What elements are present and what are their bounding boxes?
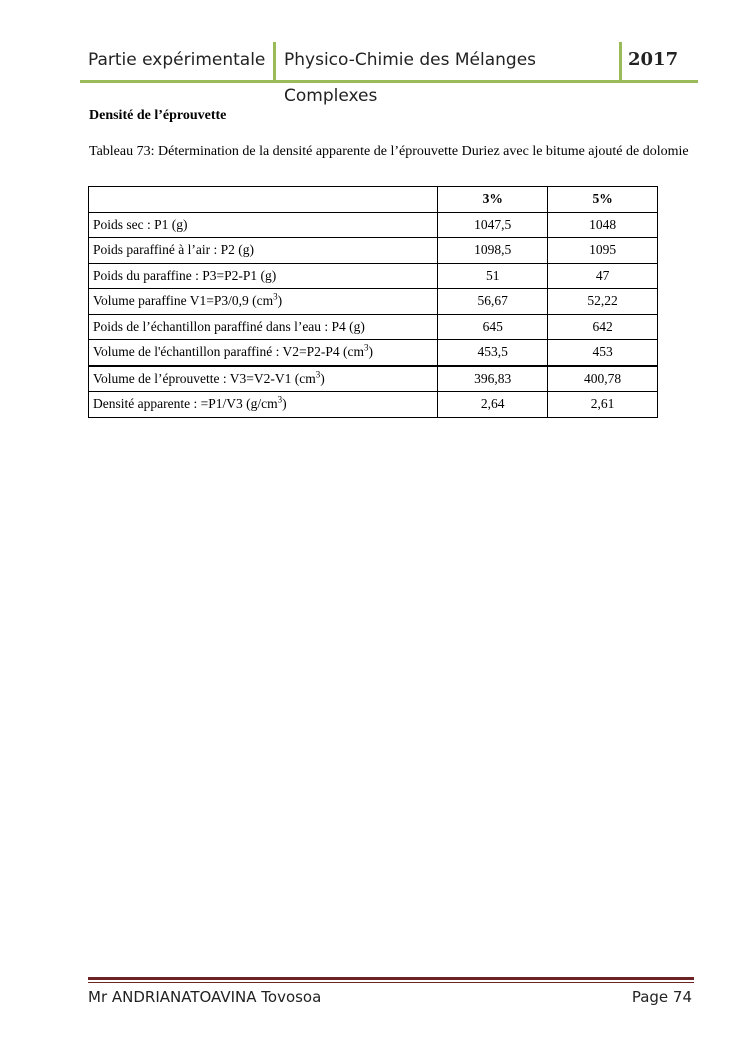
header-subject: Physico-Chimie des Mélanges Complexes xyxy=(273,42,627,80)
value-3pct: 56,67 xyxy=(438,289,548,315)
row-label: Volume de l’éprouvette : V3=V2-V1 $(cm^3)$ xyxy=(89,366,438,392)
value-5pct: 453 xyxy=(548,340,658,366)
value-3pct: 1047,5 xyxy=(438,212,548,238)
row-label: Poids paraffiné à l’air : P2 (g) xyxy=(89,238,438,264)
value-3pct: 453,5 xyxy=(438,340,548,366)
table-row xyxy=(89,212,658,238)
value-5pct: 1095 xyxy=(548,238,658,264)
header-year: 2017 xyxy=(619,42,702,80)
header-cell-5pct: 5% xyxy=(548,187,658,213)
table-row xyxy=(89,238,658,264)
header-cell-empty xyxy=(89,187,438,213)
table-row xyxy=(89,289,658,315)
footer-divider-thin xyxy=(88,982,694,983)
table-row xyxy=(89,314,658,340)
row-label: Poids de l’échantillon paraffiné dans l’eau : P4 (g) xyxy=(89,314,438,340)
footer-divider xyxy=(88,977,694,980)
row-label: Volume de l'échantillon paraffiné : V2=P2-P4 $(cm^3)$ xyxy=(89,340,438,366)
row-label: Poids du paraffine : P3=P2-P1 (g) xyxy=(89,263,438,289)
page-number: Page 74 xyxy=(631,988,692,1006)
table-row xyxy=(89,263,658,289)
table-header-row xyxy=(89,187,658,213)
value-5pct: 400,78 xyxy=(548,366,658,392)
page-header xyxy=(80,42,698,106)
value-3pct: 645 xyxy=(438,314,548,340)
value-5pct: 1048 xyxy=(548,212,658,238)
density-table xyxy=(88,186,658,418)
table-caption: Tableau 73: Détermination de la densité apparente de l’éprouvette Duriez avec le bitume ajouté de dolomie xyxy=(89,144,689,159)
header-cell-3pct: 3% xyxy=(438,187,548,213)
row-label: Volume paraffine V1=P3/0,9 $(cm^3)$ xyxy=(89,289,438,315)
value-5pct: 52,22 xyxy=(548,289,658,315)
row-label: Densité apparente : =P1/V3 $(g/cm^3)$ xyxy=(89,392,438,418)
section-title: Densité de l’éprouvette xyxy=(89,108,227,123)
header-section: Partie expérimentale xyxy=(88,50,266,70)
row-label: Poids sec : P1 (g) xyxy=(89,212,438,238)
value-5pct: 2,61 xyxy=(548,392,658,418)
value-5pct: 642 xyxy=(548,314,658,340)
value-3pct: 51 xyxy=(438,263,548,289)
table-row xyxy=(89,392,658,418)
value-5pct: 47 xyxy=(548,263,658,289)
value-3pct: 2,64 xyxy=(438,392,548,418)
table-row xyxy=(89,340,658,366)
value-3pct: 1098,5 xyxy=(438,238,548,264)
value-3pct: 396,83 xyxy=(438,366,548,392)
table-row xyxy=(89,366,658,392)
footer-author: Mr ANDRIANATOAVINA Tovosoa xyxy=(88,988,322,1006)
